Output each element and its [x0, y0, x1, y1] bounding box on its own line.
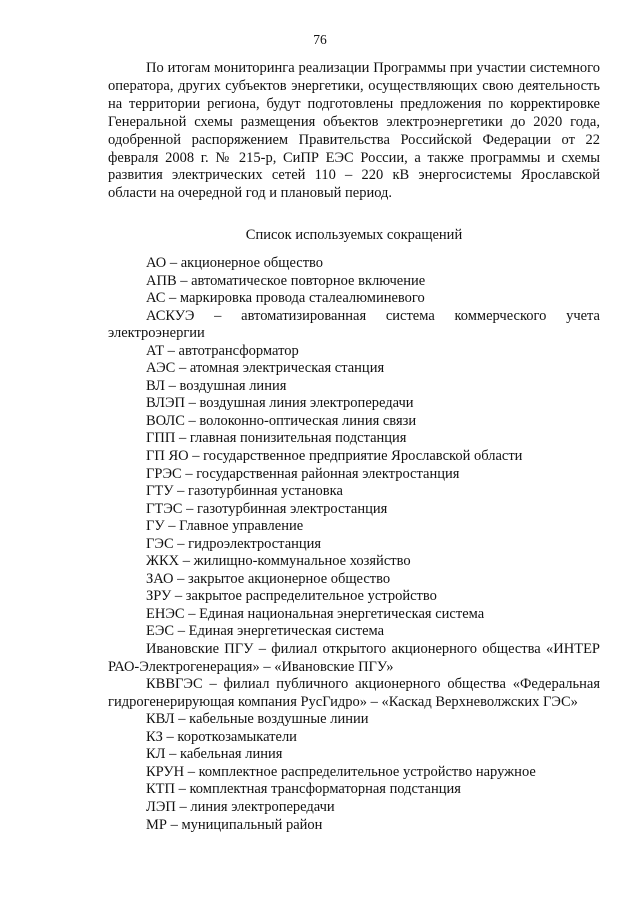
abbreviation-item: Ивановские ПГУ – филиал открытого акционерного общества «ИНТЕР РАО-Электрогенерация» – «Ивановские ПГУ» [108, 641, 600, 675]
abbreviation-item: МР – муниципальный район [146, 816, 323, 833]
abbreviation-item: АПВ – автоматическое повторное включение [146, 272, 426, 289]
intro-paragraph: По итогам мониторинга реализации Программы при участии системного оператора, других субъектов энергетики, осуществляющих свою деятельность на территории региона, будут подготовлены предложения по корректировке Генеральной схемы размещения объектов электроэнергетики до 2020 года, одобренной распоряжением Правительства Российской Федерации от 22 февраля 2008 г. № 215-р, СиПР ЕЭС России, а также программы и схемы развития электрических сетей 110 – 220 кВ энергосистемы Ярославской области на очередной год и плановый период. [108, 60, 600, 202]
abbreviation-item: ЕЭС – Единая энергетическая система [146, 623, 385, 640]
abbreviation-item: ГЭС – гидроэлектростанция [146, 535, 322, 552]
abbreviation-item: ЛЭП – линия электропередачи [146, 798, 335, 815]
abbreviation-item: АТ – автотрансформатор [146, 342, 299, 359]
page-number: 76 [313, 32, 327, 47]
abbreviation-item: КВВГЭС – филиал публичного акционерного общества «Федеральная гидрогенерирующая компания РусГидро» – «Каскад Верхневолжских ГЭС» [108, 676, 600, 710]
abbreviation-item: ВЛЭП – воздушная линия электропередачи [146, 395, 414, 412]
abbreviation-item: КТП – комплектная трансформаторная подстанция [146, 781, 461, 798]
abbreviation-item: АЭС – атомная электрическая станция [146, 360, 385, 377]
abbreviation-item: ЗАО – закрытое акционерное общество [146, 570, 391, 587]
abbreviation-item: КЗ – короткозамыкатели [146, 728, 297, 745]
abbreviation-item: ГТУ – газотурбинная установка [146, 483, 343, 500]
abbreviation-item: ГПП – главная понизительная подстанция [146, 430, 407, 447]
abbreviation-item: ВЛ – воздушная линия [146, 377, 287, 394]
abbreviation-item: ГП ЯО – государственное предприятие Ярославской области [146, 448, 523, 465]
abbreviation-item: ЖКХ – жилищно-коммунальное хозяйство [146, 553, 411, 570]
abbreviation-item: КЛ – кабельная линия [146, 746, 283, 763]
abbreviations-title: Список используемых сокращений [245, 227, 463, 243]
abbreviation-item: ГРЭС – государственная районная электростанция [146, 465, 460, 482]
abbreviations-list [108, 255, 600, 834]
abbreviation-item: ЕНЭС – Единая национальная энергетическая система [146, 605, 485, 622]
abbreviation-item: ЗРУ – закрытое распределительное устройство [146, 588, 437, 605]
abbreviation-item: АС – маркировка провода сталеалюминевого [146, 290, 425, 307]
abbreviation-item: ВОЛС – волоконно-оптическая линия связи [146, 412, 417, 429]
abbreviation-item: АСКУЭ – автоматизированная система коммерческого учета электроэнергии [108, 307, 600, 342]
abbreviation-item: КРУН – комплектное распределительное устройство наружное [146, 763, 536, 780]
abbreviation-item: ГУ – Главное управление [146, 518, 304, 535]
abbreviation-item: АО – акционерное общество [146, 255, 324, 271]
abbreviation-item: ГТЭС – газотурбинная электростанция [146, 500, 388, 517]
abbreviation-item: КВЛ – кабельные воздушные линии [146, 711, 369, 728]
